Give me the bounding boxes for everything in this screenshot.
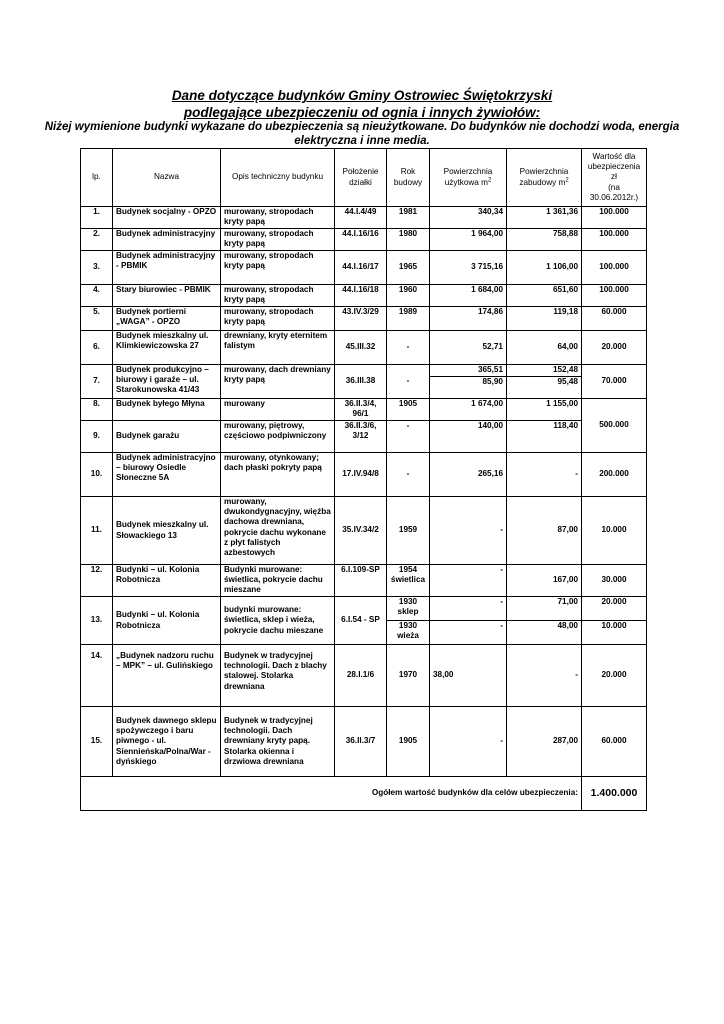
cell-pow-zabudowy: 152,48 bbox=[507, 365, 582, 377]
table-row bbox=[81, 307, 647, 331]
cell-pow-zabudowy: 71,00 bbox=[507, 597, 582, 621]
cell-pow-zabudowy: 1 361,36 bbox=[507, 207, 582, 229]
cell-wartosc: 70.000 bbox=[582, 365, 647, 399]
cell-lp: 13. bbox=[81, 597, 113, 645]
cell-pow-zabudowy: 118,40 bbox=[507, 421, 582, 453]
cell-pow-zabudowy: 287,00 bbox=[507, 707, 582, 777]
cell-pow-zabudowy: 1 155,00 bbox=[507, 399, 582, 421]
cell-wartosc: 100.000 bbox=[582, 251, 647, 285]
cell-wartosc: 20.000 bbox=[582, 597, 647, 621]
table-row bbox=[81, 421, 647, 453]
cell-pow-zabudowy: 167,00 bbox=[507, 565, 582, 597]
cell-lp: 6. bbox=[81, 331, 113, 365]
cell-opis: Budynek w tradycyjnej technologii. Dach z blachy stalowej. Stolarka drewniana bbox=[221, 645, 335, 707]
header-nazwa: Nazwa bbox=[113, 149, 221, 207]
cell-polozenie: 36.II.3/7 bbox=[335, 707, 387, 777]
cell-nazwa: Budynek mieszkalny ul. Klimkiewiczowska 27 bbox=[113, 331, 221, 365]
table-row bbox=[81, 285, 647, 307]
cell-nazwa: Budynek produkcyjno – biurowy i garaże – ul. Starokunowska 41/43 bbox=[113, 365, 221, 399]
cell-polozenie: 6.I.54 - SP bbox=[335, 597, 387, 645]
cell-opis: murowany, stropodach kryty papą bbox=[221, 307, 335, 331]
table-row bbox=[81, 229, 647, 251]
cell-pow-zabudowy: 758,88 bbox=[507, 229, 582, 251]
document-note bbox=[30, 121, 694, 148]
cell-polozenie: 6.I.109-SP bbox=[335, 565, 387, 597]
cell-polozenie: 44.I.16/16 bbox=[335, 229, 387, 251]
cell-wartosc: 100.000 bbox=[582, 207, 647, 229]
table-row bbox=[81, 399, 647, 421]
buildings-table bbox=[80, 148, 647, 811]
cell-nazwa: Budynek byłego Młyna bbox=[113, 399, 221, 421]
cell-pow-zabudowy: 119,18 bbox=[507, 307, 582, 331]
cell-pow-uzytkowa: - bbox=[430, 497, 507, 565]
cell-nazwa: Budynki – ul. Kolonia Robotnicza bbox=[113, 597, 221, 645]
cell-wartosc: 60.000 bbox=[582, 707, 647, 777]
cell-pow-uzytkowa: 38,00 bbox=[430, 645, 507, 707]
table-row bbox=[81, 331, 647, 365]
cell-nazwa: Budynek mieszkalny ul. Słowackiego 13 bbox=[113, 497, 221, 565]
header-wartosc-label: Wartość dla ubezpieczenia zł bbox=[587, 151, 641, 182]
cell-rok: 1970 bbox=[387, 645, 430, 707]
table-row bbox=[81, 207, 647, 229]
cell-nazwa: Budynek dawnego sklepu spożywczego i baru piwnego - ul. Siennieńska/Polna/War -dyńskiego bbox=[113, 707, 221, 777]
cell-opis: murowany, stropodach kryty papą bbox=[221, 207, 335, 229]
cell-rok: - bbox=[387, 421, 430, 453]
cell-wartosc: 20.000 bbox=[582, 331, 647, 365]
cell-pow-uzytkowa: - bbox=[430, 621, 507, 645]
title-line-1: Dane dotyczące budynków Gminy Ostrowiec Świętokrzyski bbox=[171, 88, 553, 103]
cell-lp: 10. bbox=[81, 453, 113, 497]
cell-pow-uzytkowa: 1 684,00 bbox=[430, 285, 507, 307]
cell-rok: - bbox=[387, 453, 430, 497]
cell-pow-uzytkowa: 140,00 bbox=[430, 421, 507, 453]
cell-nazwa: „Budynek nadzoru ruchu – MPK” – ul. Gulińskiego bbox=[113, 645, 221, 707]
cell-polozenie: 28.I.1/6 bbox=[335, 645, 387, 707]
cell-opis: Budynki murowane: świetlica, pokrycie dachu mieszane bbox=[221, 565, 335, 597]
cell-wartosc: 60.000 bbox=[582, 307, 647, 331]
total-label: Ogółem wartość budynków dla celów ubezpieczenia: bbox=[81, 777, 582, 811]
header-pow-zabudowy-sup: 2 bbox=[565, 176, 569, 183]
cell-rok: - bbox=[387, 331, 430, 365]
cell-pow-uzytkowa: 174,86 bbox=[430, 307, 507, 331]
cell-pow-zabudowy: 87,00 bbox=[507, 497, 582, 565]
cell-polozenie: 44.I.16/18 bbox=[335, 285, 387, 307]
cell-pow-uzytkowa: 265,16 bbox=[430, 453, 507, 497]
cell-pow-zabudowy: 95,48 bbox=[507, 377, 582, 399]
cell-polozenie: 43.IV.3/29 bbox=[335, 307, 387, 331]
cell-nazwa: Budynek garażu bbox=[113, 421, 221, 453]
cell-wartosc: 500.000 bbox=[582, 399, 647, 453]
cell-rok: 1980 bbox=[387, 229, 430, 251]
cell-pow-uzytkowa: - bbox=[430, 707, 507, 777]
table-row bbox=[81, 365, 647, 377]
header-lp: lp. bbox=[81, 149, 113, 207]
cell-nazwa: Budynek administracyjny - PBMIK bbox=[113, 251, 221, 285]
cell-nazwa: Budynki – ul. Kolonia Robotnicza bbox=[113, 565, 221, 597]
cell-rok: 1905 bbox=[387, 707, 430, 777]
cell-lp: 1. bbox=[81, 207, 113, 229]
cell-nazwa: Budynek administracyjny bbox=[113, 229, 221, 251]
cell-pow-uzytkowa: - bbox=[430, 565, 507, 597]
cell-rok: 1930 sklep bbox=[387, 597, 430, 621]
header-rok: Rok budowy bbox=[387, 149, 430, 207]
cell-polozenie: 44.I.4/49 bbox=[335, 207, 387, 229]
header-pow-uzytkowa-label: Powierzchnia użytkowa m bbox=[443, 167, 493, 187]
cell-pow-zabudowy: 651,60 bbox=[507, 285, 582, 307]
cell-pow-uzytkowa: - bbox=[430, 597, 507, 621]
cell-polozenie: 44.I.16/17 bbox=[335, 251, 387, 285]
document-title bbox=[60, 87, 664, 121]
cell-polozenie: 17.IV.94/8 bbox=[335, 453, 387, 497]
cell-opis: murowany, dach drewniany kryty papą bbox=[221, 365, 335, 399]
cell-opis: murowany, piętrowy, częściowo podpiwniczony bbox=[221, 421, 335, 453]
cell-polozenie: 36.II.3/4, 96/1 bbox=[335, 399, 387, 421]
header-wartosc-date: (na 30.06.2012r.) bbox=[589, 182, 639, 202]
table-row bbox=[81, 251, 647, 285]
cell-rok: 1960 bbox=[387, 285, 430, 307]
cell-pow-uzytkowa: 340,34 bbox=[430, 207, 507, 229]
cell-lp: 9. bbox=[81, 421, 113, 453]
note-line-2: elektryczna i inne media. bbox=[294, 134, 430, 147]
cell-opis: murowany, otynkowany; dach płaski pokryty papą bbox=[221, 453, 335, 497]
cell-pow-uzytkowa: 85,90 bbox=[430, 377, 507, 399]
cell-opis: budynki murowane: świetlica, sklep i wieża, pokrycie dachu mieszane bbox=[221, 597, 335, 645]
table-row bbox=[81, 453, 647, 497]
cell-pow-zabudowy: 64,00 bbox=[507, 331, 582, 365]
cell-rok: 1905 bbox=[387, 399, 430, 421]
header-pow-uzytkowa bbox=[430, 149, 507, 207]
cell-opis: murowany, dwukondygnacyjny, więźba dachowa drewniana, pokrycie dachu wykonane z płyt falistych azbestowych bbox=[221, 497, 335, 565]
header-pow-zabudowy bbox=[507, 149, 582, 207]
table-header-row bbox=[81, 149, 647, 207]
cell-pow-uzytkowa: 3 715,16 bbox=[430, 251, 507, 285]
cell-wartosc: 100.000 bbox=[582, 285, 647, 307]
cell-rok: - bbox=[387, 365, 430, 399]
cell-lp: 12. bbox=[81, 565, 113, 597]
cell-rok: 1981 bbox=[387, 207, 430, 229]
table-row bbox=[81, 645, 647, 707]
note-line-1: Niżej wymienione budynki wykazane do ubezpieczenia są nieużytkowane. Do budynków nie dochodzi woda, energia bbox=[44, 121, 680, 133]
header-opis: Opis techniczny budynku bbox=[221, 149, 335, 207]
cell-pow-zabudowy: 1 106,00 bbox=[507, 251, 582, 285]
header-pow-zabudowy-label: Powierzchnia zabudowy m bbox=[519, 167, 569, 187]
table-row bbox=[81, 565, 647, 597]
cell-lp: 5. bbox=[81, 307, 113, 331]
cell-pow-zabudowy: - bbox=[507, 453, 582, 497]
cell-nazwa: Budynek administracyjno – biurowy Osiedle Słoneczne 5A bbox=[113, 453, 221, 497]
cell-lp: 3. bbox=[81, 251, 113, 285]
header-polozenie: Położenie działki bbox=[335, 149, 387, 207]
cell-opis: drewniany, kryty eternitem falistym bbox=[221, 331, 335, 365]
cell-nazwa: Stary biurowiec - PBMIK bbox=[113, 285, 221, 307]
cell-pow-uzytkowa: 365,51 bbox=[430, 365, 507, 377]
cell-opis: Budynek w tradycyjnej technologii. Dach drewniany kryty papą. Stolarka okienna i drzwiowa drewniana bbox=[221, 707, 335, 777]
cell-rok: 1965 bbox=[387, 251, 430, 285]
cell-wartosc: 100.000 bbox=[582, 229, 647, 251]
cell-wartosc: 200.000 bbox=[582, 453, 647, 497]
cell-pow-uzytkowa: 1 964,00 bbox=[430, 229, 507, 251]
cell-lp: 7. bbox=[81, 365, 113, 399]
cell-lp: 8. bbox=[81, 399, 113, 421]
table-row bbox=[81, 707, 647, 777]
table-row bbox=[81, 597, 647, 621]
cell-nazwa: Budynek portierni „WAGA” - OPZO bbox=[113, 307, 221, 331]
table-row bbox=[81, 497, 647, 565]
cell-opis: murowany, stropodach kryty papą bbox=[221, 229, 335, 251]
cell-lp: 11. bbox=[81, 497, 113, 565]
title-line-2: podlegające ubezpieczeniu od ognia i innych żywiołów: bbox=[183, 105, 541, 120]
cell-pow-zabudowy: - bbox=[507, 645, 582, 707]
total-value: 1.400.000 bbox=[582, 777, 647, 811]
cell-rok: 1989 bbox=[387, 307, 430, 331]
cell-wartosc: 10.000 bbox=[582, 497, 647, 565]
cell-lp: 2. bbox=[81, 229, 113, 251]
table-total-row bbox=[81, 777, 647, 811]
cell-lp: 14. bbox=[81, 645, 113, 707]
cell-wartosc: 20.000 bbox=[582, 645, 647, 707]
header-wartosc bbox=[582, 149, 647, 207]
cell-pow-zabudowy: 48,00 bbox=[507, 621, 582, 645]
cell-rok: 1954 świetlica bbox=[387, 565, 430, 597]
cell-nazwa: Budynek socjalny - OPZO bbox=[113, 207, 221, 229]
cell-polozenie: 36.II.3/6, 3/12 bbox=[335, 421, 387, 453]
cell-polozenie: 45.III.32 bbox=[335, 331, 387, 365]
cell-pow-uzytkowa: 52,71 bbox=[430, 331, 507, 365]
cell-lp: 4. bbox=[81, 285, 113, 307]
cell-opis: murowany, stropodach kryty papą bbox=[221, 285, 335, 307]
cell-rok: 1930 wieża bbox=[387, 621, 430, 645]
cell-lp: 15. bbox=[81, 707, 113, 777]
cell-wartosc: 10.000 bbox=[582, 621, 647, 645]
cell-opis: murowany, stropodach kryty papą bbox=[221, 251, 335, 285]
cell-opis: murowany bbox=[221, 399, 335, 421]
cell-polozenie: 36.III.38 bbox=[335, 365, 387, 399]
cell-wartosc: 30.000 bbox=[582, 565, 647, 597]
cell-rok: 1959 bbox=[387, 497, 430, 565]
cell-polozenie: 35.IV.34/2 bbox=[335, 497, 387, 565]
header-pow-uzytkowa-sup: 2 bbox=[487, 176, 492, 183]
cell-pow-uzytkowa: 1 674,00 bbox=[430, 399, 507, 421]
